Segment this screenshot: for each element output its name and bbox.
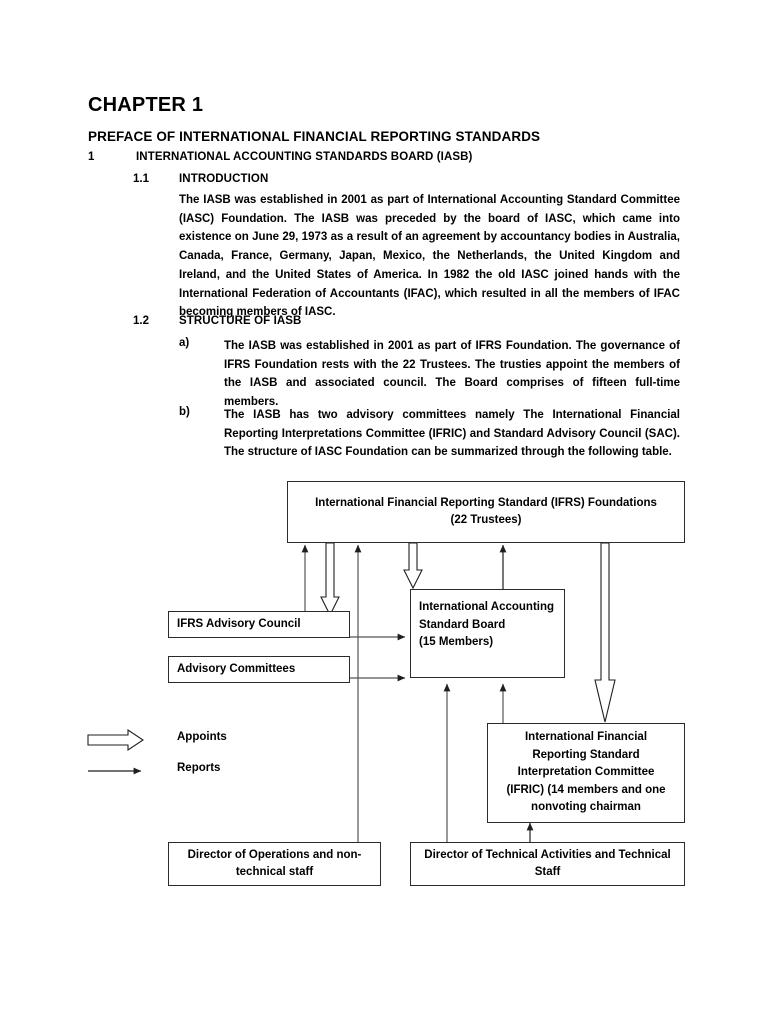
list-item-b-text: The IASB has two advisory committees namely The International Financial Reporting Interpretations Committee (IFRIC) and Standard Advisory Council (SAC). The structure of IASC Foundation can be summarized through the following table.: [224, 409, 680, 459]
chart-box-advisory-committees: [168, 656, 350, 683]
list-item-b-label: b): [179, 406, 190, 418]
ifric-line-5: nonvoting chairman: [531, 801, 641, 814]
section-1-1-heading: INTRODUCTION: [179, 173, 269, 185]
section-1-1-paragraph: The IASB was established in 2001 as part of International Accounting Standard Committee (IASC) Foundation. The IASB was preceded by the board of IASC, which came into existence on June 29, 1973 as a result of an agreement by accountancy bodies in Australia, Canada, France, Germany, Japan, Mexico, the Netherlands, the United Kingdom and Ireland, and the United States of America. In 1982 the old IASC joined hands with the International Federation of Accountants (IFAC), which resulted in all the members of IFAC becoming members of IASC.: [179, 194, 680, 319]
director-operations-line-2: technical staff: [235, 866, 314, 878]
section-1-1-number: 1.1: [133, 173, 149, 185]
iasb-line-3: (15 Members): [419, 636, 494, 648]
advisory-committees-label: Advisory Committees: [177, 662, 296, 675]
list-item-a-label: a): [179, 337, 190, 349]
director-operations-line-1: Director of Operations and non-: [187, 848, 362, 861]
director-technical-line-2: Staff: [534, 866, 561, 878]
chart-box-ifrs-foundation: [287, 481, 685, 543]
director-technical-line-1: Director of Technical Activities and Technical: [424, 848, 671, 861]
appoints-arrow-foundation-to-ifric: [595, 543, 615, 722]
legend-appoints-label: Appoints: [177, 731, 227, 743]
appoints-arrow-foundation-to-advisory-council: [321, 543, 339, 615]
section-1-2-number: 1.2: [133, 315, 149, 327]
section-1-heading: INTERNATIONAL ACCOUNTING STANDARDS BOARD (IASB): [136, 151, 473, 163]
section-1-2-heading: STRUCTURE OF IASB: [179, 315, 302, 327]
section-1-number: 1: [88, 151, 95, 163]
list-item-a-text: The IASB was established in 2001 as part of IFRS Foundation. The governance of IFRS Foundation rests with the 22 Trustees. The trusties appoint the members of the IASB and associated council. The Board comprises of fifteen full-time members.: [224, 340, 680, 409]
chart-box-iasb: [410, 589, 565, 678]
ifrs-foundation-line-1: International Financial Reporting Standard (IFRS) Foundations: [315, 496, 657, 509]
chart-box-ifric: [487, 723, 685, 823]
page-title: CHAPTER 1: [88, 94, 204, 116]
ifric-line-2: Reporting Standard: [532, 748, 640, 761]
appoints-arrow-foundation-to-iasb: [404, 543, 422, 588]
ifric-line-4: (IFRIC) (14 members and one: [506, 783, 666, 796]
chart-box-ifrs-advisory-council: [168, 611, 350, 638]
ifric-line-3: Interpretation Committee: [517, 766, 655, 779]
preface-heading: PREFACE OF INTERNATIONAL FINANCIAL REPORTING STANDARDS: [88, 129, 541, 144]
chart-box-director-technical: [410, 842, 685, 886]
ifrs-foundation-line-2: (22 Trustees): [450, 514, 522, 526]
legend-appoints-arrow-icon: [88, 730, 143, 750]
ifrs-advisory-council-label: IFRS Advisory Council: [177, 617, 301, 630]
iasb-line-2: Standard Board: [419, 618, 506, 631]
legend-reports-label: Reports: [177, 762, 221, 774]
iasb-line-1: International Accounting: [419, 601, 555, 613]
ifric-line-1: International Financial: [524, 731, 648, 744]
chart-box-director-operations: [168, 842, 381, 886]
